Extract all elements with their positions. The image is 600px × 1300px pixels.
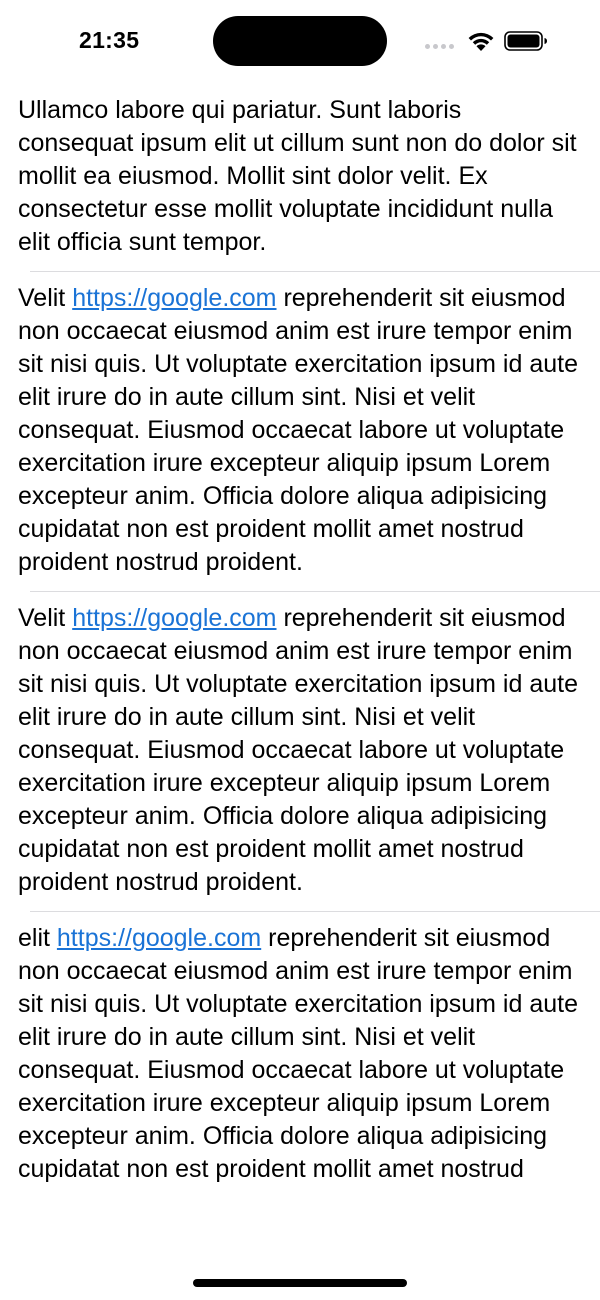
post-body: reprehenderit sit eiusmod non occaecat eiusmod anim est irure tempor enim sit nisi quis. Ut voluptate exercitation ipsum id aute elit irure do in aute cillum sint. Nisi et velit consequat. Eiusmod occaecat labore ut voluptate exercitation irure excepteur aliquip ipsum Lorem excepteur anim. Officia dolore aliqua adipisicing cupidatat non est proident mollit amet nostrud proident nostrud proident.: [18, 284, 578, 576]
post-prefix: Velit: [18, 604, 73, 632]
dynamic-island: [213, 16, 387, 66]
wifi-icon: [466, 30, 496, 52]
post-prefix: Velit: [18, 284, 73, 312]
post-feed: [0, 94, 600, 1186]
status-bar: [0, 0, 600, 84]
status-time: 21:35: [79, 27, 140, 53]
post-body: reprehenderit sit eiusmod non occaecat eiusmod anim est irure tempor enim sit nisi quis. Ut voluptate exercitation ipsum id aute elit irure do in aute cillum sint. Nisi et velit consequat. Eiusmod occaecat labore ut voluptate exercitation irure excepteur aliquip ipsum Lorem excepteur anim. Officia dolore aliqua adipisicing cupidatat non est proident mollit amet nostrud: [18, 924, 578, 1183]
post-link[interactable]: https://google.com: [72, 604, 277, 632]
post-item: [0, 94, 600, 259]
post-item: [0, 272, 600, 579]
home-indicator[interactable]: [193, 1279, 407, 1287]
post-link[interactable]: https://google.com: [72, 284, 277, 312]
post-item: [0, 592, 600, 899]
post-body: reprehenderit sit eiusmod non occaecat eiusmod anim est irure tempor enim sit nisi quis. Ut voluptate exercitation ipsum id aute elit irure do in aute cillum sint. Nisi et velit consequat. Eiusmod occaecat labore ut voluptate exercitation irure excepteur aliquip ipsum Lorem excepteur anim. Officia dolore aliqua adipisicing cupidatat non est proident mollit amet nostrud proident nostrud proident.: [18, 604, 578, 896]
post-text: [18, 282, 582, 579]
post-body: Ullamco labore qui pariatur. Sunt laboris consequat ipsum elit ut cillum sunt non do dolor sit mollit ea eiusmod. Mollit sint dolor velit. Ex consectetur esse mollit voluptate incididunt nulla elit officia sunt tempor.: [18, 96, 577, 256]
post-item: [0, 912, 600, 1186]
battery-icon: [504, 31, 548, 51]
post-text: [18, 922, 582, 1186]
post-text: [18, 94, 582, 259]
post-link[interactable]: https://google.com: [56, 924, 262, 952]
cellular-signal-icon: [425, 44, 454, 49]
post-text: [18, 602, 582, 899]
post-prefix: elit: [18, 924, 57, 952]
